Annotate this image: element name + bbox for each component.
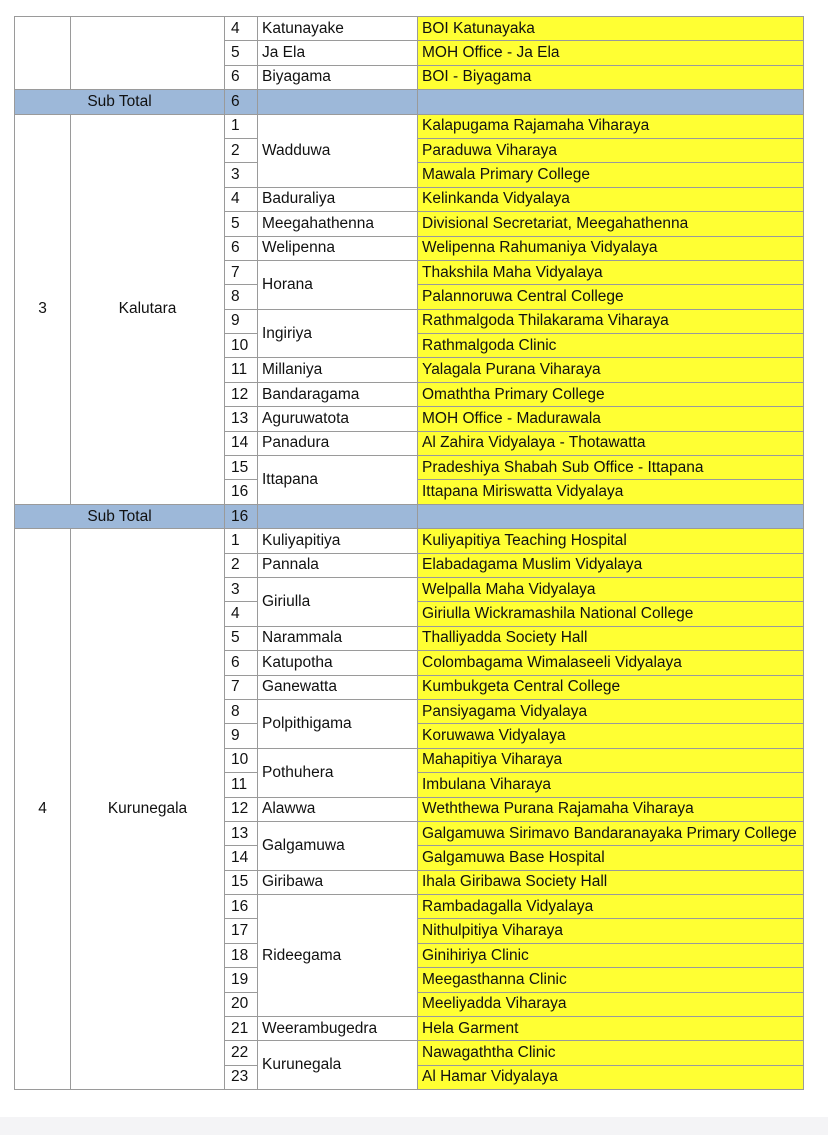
table-row: 23 Al Hamar Vidyalaya	[15, 1065, 804, 1089]
table-row: 19 Meegasthanna Clinic	[15, 968, 804, 992]
table-row: 9 Ingiriya Rathmalgoda Thilakarama Viharaya	[15, 309, 804, 333]
table-row: 16 Rideegama Rambadagalla Vidyalaya	[15, 895, 804, 919]
table-row: 10 Rathmalgoda Clinic	[15, 334, 804, 358]
no-cell	[15, 17, 71, 90]
table-row: 7 Ganewatta Kumbukgeta Central College	[15, 675, 804, 699]
district-name: Kalutara	[71, 114, 225, 504]
table-row: 5 Narammala Thalliyadda Society Hall	[15, 626, 804, 650]
table-row: 15 Giribawa Ihala Giribawa Society Hall	[15, 870, 804, 894]
district-cell	[71, 17, 225, 90]
table-row: 2 Pannala Elabadagama Muslim Vidyalaya	[15, 553, 804, 577]
table-row: 14 Galgamuwa Base Hospital	[15, 846, 804, 870]
table-row: 3 Mawala Primary College	[15, 163, 804, 187]
table-row: 8 Palannoruwa Central College	[15, 285, 804, 309]
page-bottom-margin	[0, 1117, 828, 1135]
table-row: 10 Pothuhera Mahapitiya Viharaya	[15, 748, 804, 772]
table-row: 17 Nithulpitiya Viharaya	[15, 919, 804, 943]
table-row: 4 Kurunegala 1 Kuliyapitiya Kuliyapitiya Teaching Hospital	[15, 529, 804, 553]
table-row: 6 Welipenna Welipenna Rahumaniya Vidyalaya	[15, 236, 804, 260]
table-row: 15 Ittapana Pradeshiya Shabah Sub Office - Ittapana	[15, 456, 804, 480]
table-row: 3 Giriulla Welpalla Maha Vidyalaya	[15, 577, 804, 601]
table-row: 12 Alawwa Weththewa Purana Rajamaha Viharaya	[15, 797, 804, 821]
district-number: 4	[15, 529, 71, 1090]
table-row: 6 Biyagama BOI - Biyagama	[15, 65, 804, 89]
table-row: 6 Katupotha Colombagama Wimalaseeli Vidyalaya	[15, 651, 804, 675]
table-row: 16 Ittapana Miriswatta Vidyalaya	[15, 480, 804, 504]
table-row: 22 Kurunegala Nawagaththa Clinic	[15, 1041, 804, 1065]
polling-locations-table	[14, 16, 804, 1090]
table-row: 11 Imbulana Viharaya	[15, 773, 804, 797]
subtotal-row: Sub Total 16	[15, 504, 804, 528]
table-row: 4 Giriulla Wickramashila National College	[15, 602, 804, 626]
table-row: 20 Meeliyadda Viharaya	[15, 992, 804, 1016]
table-row: 12 Bandaragama Omaththa Primary College	[15, 382, 804, 406]
table-row: 4 Katunayake BOI Katunayaka	[15, 17, 804, 41]
table-row: 3 Kalutara 1 Wadduwa Kalapugama Rajamaha Viharaya	[15, 114, 804, 138]
district-name: Kurunegala	[71, 529, 225, 1090]
table-row: 8 Polpithigama Pansiyagama Vidyalaya	[15, 699, 804, 723]
table-row: 9 Koruwawa Vidyalaya	[15, 724, 804, 748]
table-row: 14 Panadura Al Zahira Vidyalaya - Thotawatta	[15, 431, 804, 455]
table-row: 4 Baduraliya Kelinkanda Vidyalaya	[15, 187, 804, 211]
table-row: 5 Ja Ela MOH Office - Ja Ela	[15, 41, 804, 65]
table-row: 5 Meegahathenna Divisional Secretariat, Meegahathenna	[15, 212, 804, 236]
table-row: 7 Horana Thakshila Maha Vidyalaya	[15, 260, 804, 284]
district-number: 3	[15, 114, 71, 504]
table-row: 18 Ginihiriya Clinic	[15, 943, 804, 967]
table-row: 21 Weerambugedra Hela Garment	[15, 1017, 804, 1041]
table-row: 13 Galgamuwa Galgamuwa Sirimavo Bandaranayaka Primary College	[15, 821, 804, 845]
table-row: 2 Paraduwa Viharaya	[15, 138, 804, 162]
subtotal-row: Sub Total 6	[15, 90, 804, 114]
table-row: 11 Millaniya Yalagala Purana Viharaya	[15, 358, 804, 382]
table-row: 13 Aguruwatota MOH Office - Madurawala	[15, 407, 804, 431]
